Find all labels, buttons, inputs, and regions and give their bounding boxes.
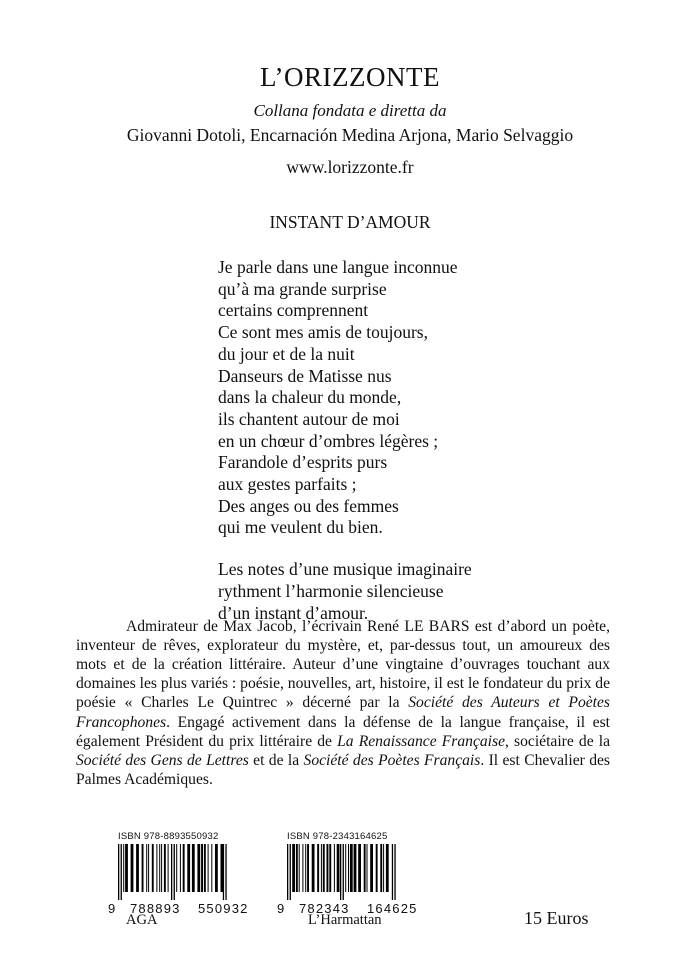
barcode-bar: [146, 844, 147, 892]
barcode-bar: [152, 844, 154, 892]
barcode-bar: [394, 844, 395, 900]
publisher-aga: AGA: [126, 912, 158, 928]
barcode-bar: [358, 844, 361, 892]
barcode-bar: [174, 844, 175, 900]
barcode-bar: [317, 844, 319, 892]
barcode-bar: [386, 844, 389, 892]
barcode-bar: [364, 844, 366, 892]
barcode-bar: [329, 844, 331, 892]
barcode-bar: [367, 844, 368, 892]
isbn-digits-left: 788893: [130, 901, 181, 916]
barcode-bar: [201, 844, 203, 892]
barcode-bar: [299, 844, 300, 892]
barcode-bar: [323, 844, 325, 892]
isbn-label: ISBN 978-2343164625: [287, 831, 388, 842]
barcode-bar: [171, 844, 172, 900]
barcode-bar: [302, 844, 303, 892]
poem-verse: Les notes d’une musique imaginaire: [218, 559, 472, 580]
barcode-bar: [307, 844, 309, 892]
bio-text: Admirateur de Max Jacob, l’écrivain René LE BARS est d’abord un poète, inventeur de rêves, explorateur du mystère, et, par-dessus tout, un amoureux des mots et de la création littéraire. Auteur d’une vingtaine d’ouvrages touchant aux domaines les plus variés : poésie, nouvelles, art, histoire, il est le fondateur du prix de poésie « Charles Le Quintrec » décerné par la: [76, 617, 610, 712]
isbn-label: ISBN 978-8893550932: [118, 831, 219, 842]
barcode-bars-icon: [287, 844, 397, 900]
poem-verse: Danseurs de Matisse nus: [218, 365, 392, 386]
isbn-digits-right: 550932: [198, 901, 249, 916]
barcode-bar: [121, 844, 122, 900]
poem-verse: rythment l’harmonie silencieuse: [218, 580, 444, 601]
barcode-aga: [108, 830, 268, 918]
series-title: L’ORIZZONTE: [260, 62, 440, 92]
barcode-bar: [345, 844, 346, 892]
poem-verse: Des anges ou des femmes: [218, 495, 399, 516]
barcode-bar: [354, 844, 357, 892]
poem-verse: qui me veulent du bien.: [218, 517, 383, 538]
poem-title: INSTANT D’AMOUR: [269, 212, 431, 232]
bio-italic-title: La Renaissance Française: [337, 732, 506, 750]
barcode-bar: [204, 844, 206, 892]
barcode-bar: [343, 844, 344, 900]
poem-stanza: [218, 257, 472, 539]
barcode-bar: [148, 844, 149, 892]
series-editors: Giovanni Dotoli, Encarnación Medina Arjona, Mario Selvaggio: [126, 125, 574, 145]
barcode-bar: [223, 844, 224, 900]
series-subtitle: Collana fondata e diretta da: [253, 101, 447, 120]
barcode-bar: [156, 844, 157, 892]
barcode-bar: [305, 844, 306, 892]
barcode-bars-icon: [118, 844, 228, 900]
barcode-bar: [312, 844, 315, 892]
bio-italic-title: Société des Poètes Français: [303, 752, 481, 770]
barcode-bar: [340, 844, 341, 900]
barcode-bar: [123, 844, 124, 892]
barcode-bar: [370, 844, 373, 892]
barcode-bar: [321, 844, 322, 892]
barcode-bar: [183, 844, 185, 892]
barcode-bar: [161, 844, 162, 892]
barcode-bar: [125, 844, 128, 892]
barcode-bar: [215, 844, 218, 892]
isbn-digit-first: 9: [108, 901, 116, 916]
barcode-bar: [350, 844, 353, 892]
poem-verse: Je parle dans une langue inconnue: [218, 257, 458, 277]
barcode-bar: [376, 844, 378, 892]
barcode-bar: [131, 844, 134, 892]
barcode-bar: [327, 844, 329, 892]
poem: [218, 257, 472, 624]
barcode-bar: [380, 844, 382, 892]
price: 15 Euros: [524, 908, 589, 928]
barcode-bar: [348, 844, 349, 892]
barcode-bar: [383, 844, 384, 892]
barcode-bar: [118, 844, 119, 900]
barcode-bar: [211, 844, 212, 892]
barcode-bar: [208, 844, 209, 892]
barcode-bar: [187, 844, 190, 892]
barcode-bar: [287, 844, 288, 900]
barcode-bar: [180, 844, 181, 892]
bio-text: , sociétaire de la: [505, 732, 610, 750]
poem-verse: du jour et de la nuit: [218, 343, 355, 364]
barcode-bar: [192, 844, 195, 892]
bio-text: . Il est Chevalier des Palmes Académiques.: [76, 752, 610, 789]
publisher-harmattan: L’Harmattan: [308, 912, 382, 928]
poem-verse: qu’à ma grande surprise: [218, 278, 387, 299]
barcode-bar: [176, 844, 177, 892]
barcode-harmattan: [277, 830, 437, 918]
poem-verse: d’un instant d’amour.: [218, 602, 369, 623]
poem-verse: Ce sont mes amis de toujours,: [218, 322, 428, 343]
poem-verse: aux gestes parfaits ;: [218, 474, 357, 495]
barcode-bar: [164, 844, 166, 892]
poem-verse: dans la chaleur du monde,: [218, 387, 402, 408]
bio-italic-title: Société des Gens de Lettres: [76, 752, 249, 770]
barcode-bar: [197, 844, 200, 892]
barcode-bar: [136, 844, 139, 892]
isbn-digits-right: 164625: [367, 901, 418, 916]
author-bio: [76, 617, 610, 790]
barcode-bar: [142, 844, 144, 892]
barcode-bar: [296, 844, 298, 892]
barcode-bar: [292, 844, 295, 892]
poem-verse: ils chantent autour de moi: [218, 408, 400, 429]
barcode-bar: [168, 844, 169, 892]
barcode-bar: [337, 844, 340, 892]
poem-stanza: [218, 559, 472, 624]
series-header: [0, 62, 700, 178]
barcode-bar: [290, 844, 291, 900]
isbn-digits-left: 782343: [299, 901, 350, 916]
bio-italic-title: Société des Auteurs et Poètes Francophones: [76, 694, 610, 731]
bio-text: . Engagé activement dans la défense de la langue française, il est également Président du prix littéraire de: [76, 713, 610, 750]
poem-verse: certains comprennent: [218, 300, 369, 321]
isbn-digit-first: 9: [277, 901, 285, 916]
barcode-bar: [334, 844, 335, 892]
barcode-bar: [392, 844, 393, 900]
bio-text: et de la: [248, 752, 304, 770]
barcode-bar: [159, 844, 160, 892]
barcode-bar: [225, 844, 226, 900]
poem-verse: Farandole d’esprits purs: [218, 452, 388, 473]
series-url: www.lorizzonte.fr: [286, 157, 414, 177]
poem-verse: en un chœur d’ombres légères ;: [218, 430, 439, 451]
